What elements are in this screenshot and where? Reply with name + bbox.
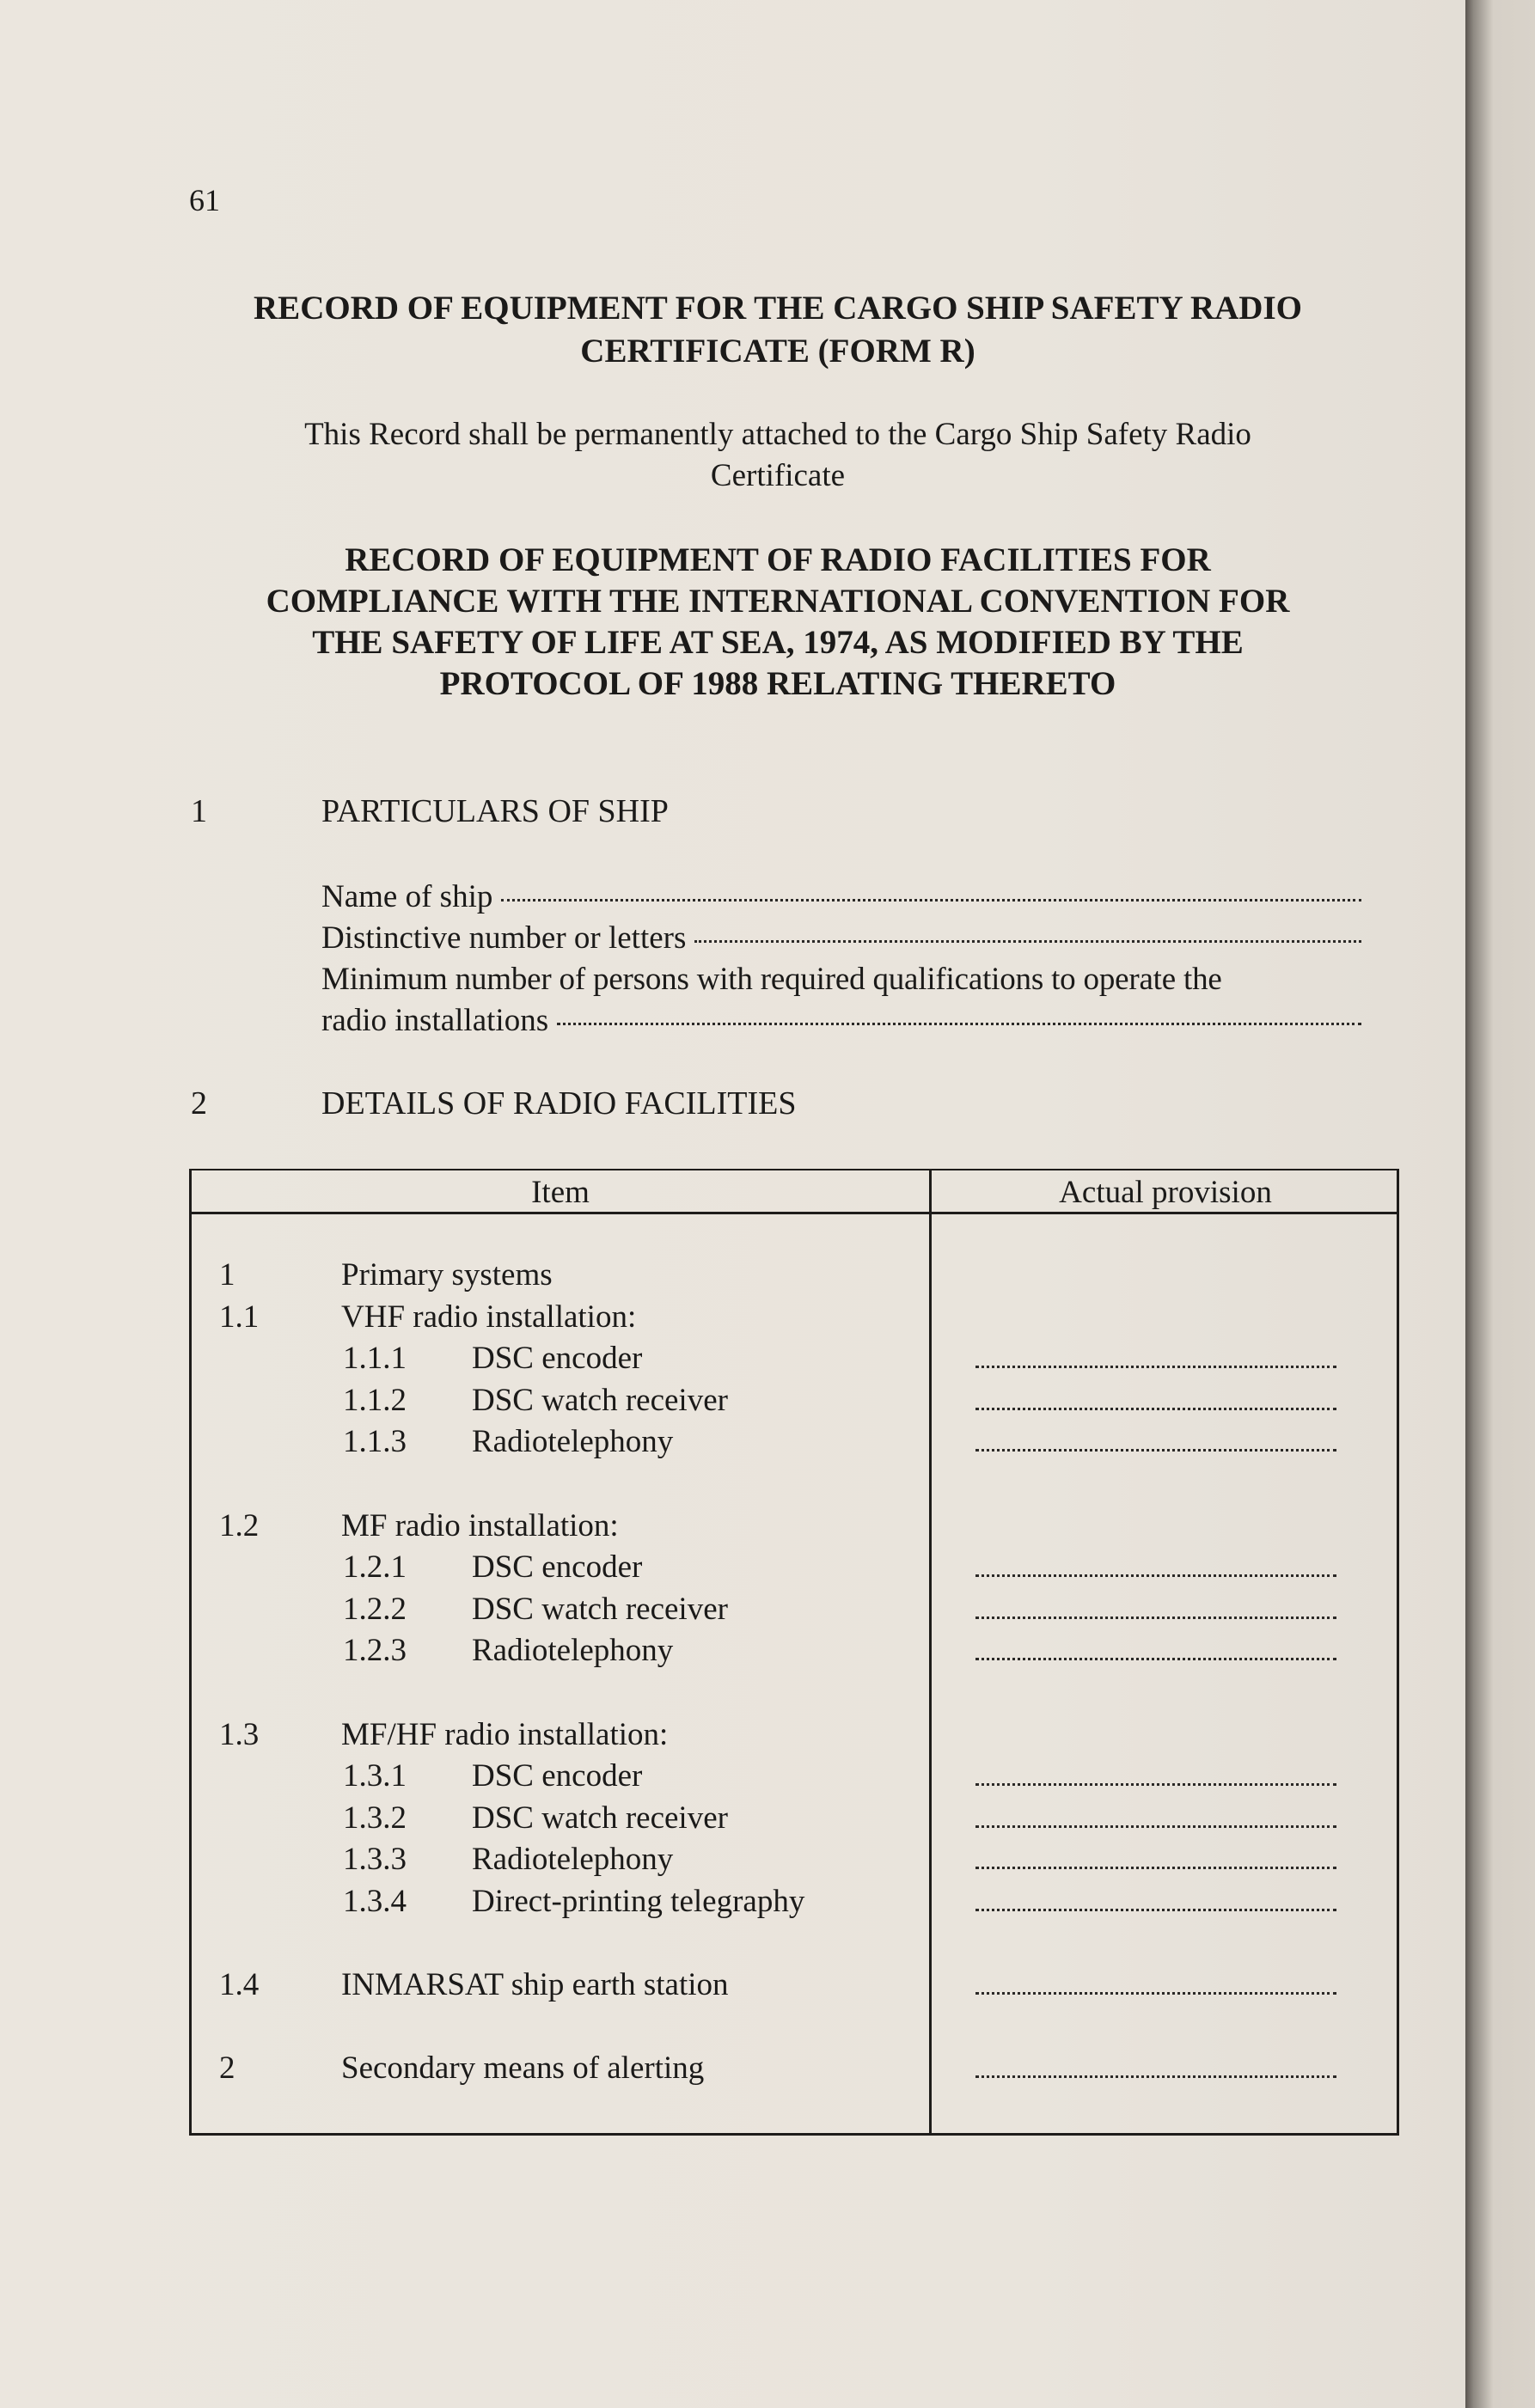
subitem-number: 1.1.1 [343,1341,407,1377]
provision-fill-line[interactable] [975,1449,1336,1452]
section-number: 2 [191,1085,207,1121]
item-label: Secondary means of alerting [341,2050,705,2087]
form-title-line: RECORD OF EQUIPMENT FOR THE CARGO SHIP SAFETY RADIO [254,290,1302,327]
item-label: Primary systems [341,1257,553,1293]
provision-fill-line[interactable] [975,2075,1336,2078]
book-gutter [1465,0,1535,2408]
name-of-ship-field[interactable] [321,877,1361,918]
provision-fill-line[interactable] [975,1658,1336,1660]
section-number: 1 [191,793,207,829]
form-title-line: CERTIFICATE (FORM R) [580,333,975,370]
table-row [192,1549,1397,1591]
subitem-number: 1.3.1 [343,1758,407,1794]
subitem-number: 1.3.2 [343,1800,407,1836]
subitem-number: 1.2.3 [343,1633,407,1669]
provision-fill-line[interactable] [975,1783,1336,1786]
item-number: 1.1 [219,1299,260,1335]
attachment-note-line: Certificate [710,458,846,493]
item-number: 1 [219,1257,235,1293]
form-title [198,287,1358,373]
fill-in-line[interactable] [694,940,1361,943]
subitem-label: Direct-printing telegraphy [472,1883,805,1919]
column-header-item: Item [531,1175,590,1210]
provision-fill-line[interactable] [975,1825,1336,1828]
section-1-heading [191,792,669,830]
item-label: VHF radio installation: [341,1299,637,1335]
fill-in-line[interactable] [557,1023,1361,1025]
subitem-label: Radiotelephony [472,1424,674,1460]
table-row [192,1382,1397,1424]
table-row [192,1591,1397,1633]
attachment-note-line: This Record shall be permanently attached to the Cargo Ship Safety Radio [304,417,1251,452]
table-body [192,1256,1397,2092]
table-row [192,1883,1397,1925]
subitem-label: DSC encoder [472,1549,643,1586]
table-row [192,1841,1397,1883]
row-spacer [192,2008,1397,2050]
distinctive-number-field[interactable] [321,918,1361,959]
item-label: MF/HF radio installation: [341,1716,669,1752]
item-number: 1.4 [219,1967,260,2003]
table-row [192,1632,1397,1674]
subitem-number: 1.3.3 [343,1842,407,1878]
attachment-note [198,414,1358,497]
table-row [192,1340,1397,1382]
subitem-label: DSC watch receiver [472,1382,728,1418]
item-label: INMARSAT ship earth station [341,1967,729,2003]
item-number: 1.2 [219,1507,260,1543]
subitem-number: 1.3.4 [343,1883,407,1919]
provision-fill-line[interactable] [975,1408,1336,1410]
row-spacer [192,1465,1397,1507]
field-label: Minimum number of persons with required qualifications to operate the [321,962,1222,997]
row-spacer [192,1674,1397,1716]
page-number: 61 [189,183,220,217]
header-divider [192,1212,1397,1214]
subitem-number: 1.1.2 [343,1382,407,1418]
table-row [192,2050,1397,2092]
table-row [192,1757,1397,1800]
subitem-label: DSC watch receiver [472,1591,728,1627]
field-label: Name of ship [321,879,493,914]
record-subtitle-line: THE SAFETY OF LIFE AT SEA, 1974, AS MODIFIED BY THE [312,624,1244,661]
item-number: 2 [219,2050,235,2087]
provision-fill-line[interactable] [975,1617,1336,1619]
subitem-number: 1.1.3 [343,1424,407,1460]
subitem-number: 1.2.2 [343,1591,407,1627]
table-row [192,1800,1397,1842]
radio-facilities-table [189,1169,1399,2136]
record-subtitle-line: PROTOCOL OF 1988 RELATING THERETO [439,665,1116,702]
column-header-actual-provision: Actual provision [1059,1175,1272,1210]
table-row [192,1423,1397,1465]
minimum-persons-field[interactable] [321,1000,1361,1042]
record-subtitle-line: COMPLIANCE WITH THE INTERNATIONAL CONVENTION FOR [266,583,1290,620]
subitem-label: DSC watch receiver [472,1800,728,1836]
table-row [192,1716,1397,1758]
row-spacer [192,1925,1397,1967]
subitem-label: DSC encoder [472,1758,643,1794]
section-2-heading [191,1085,797,1122]
provision-fill-line[interactable] [975,1366,1336,1368]
record-subtitle [198,540,1358,705]
table-row [192,1299,1397,1341]
section-title: PARTICULARS OF SHIP [321,793,669,829]
item-number: 1.3 [219,1716,260,1752]
provision-fill-line[interactable] [975,1574,1336,1577]
subitem-label: Radiotelephony [472,1842,674,1878]
provision-fill-line[interactable] [975,1867,1336,1869]
subitem-number: 1.2.1 [343,1549,407,1586]
table-row [192,1256,1397,1299]
subitem-label: DSC encoder [472,1341,643,1377]
fill-in-line[interactable] [501,899,1361,901]
provision-fill-line[interactable] [975,1909,1336,1911]
item-label: MF radio installation: [341,1507,619,1543]
ship-particulars [321,877,1361,1042]
table-row [192,1966,1397,2008]
section-title: DETAILS OF RADIO FACILITIES [321,1085,797,1121]
subitem-label: Radiotelephony [472,1633,674,1669]
table-row [192,1507,1397,1549]
field-label: radio installations [321,1003,549,1038]
provision-fill-line[interactable] [975,1992,1336,1995]
record-subtitle-line: RECORD OF EQUIPMENT OF RADIO FACILITIES FOR [345,541,1211,578]
field-label: Distinctive number or letters [321,920,687,956]
